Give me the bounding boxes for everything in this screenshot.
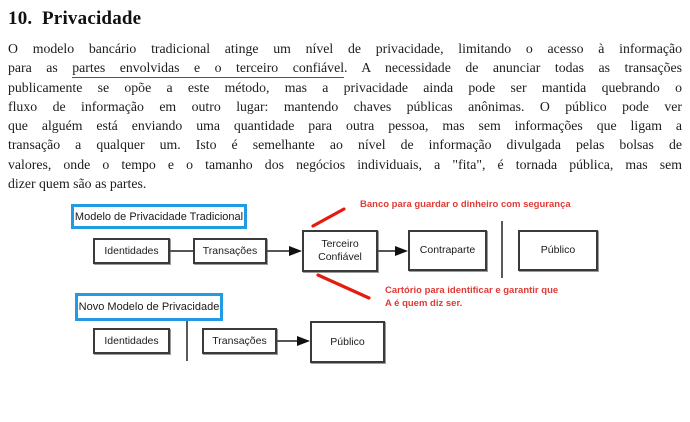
- paragraph-line: fluxo de informação em outro lugar: mantendo chaves públicas anônimas. O público pode ver: [8, 98, 682, 114]
- transactions-box-traditional: Transações: [193, 238, 267, 264]
- bank-annotation: Banco para guardar o dinheiro com segurança: [360, 199, 571, 210]
- paragraph-line: transação a qualquer um. Isto é semelhante ao nível de informação divulgada pelas bolsas de: [8, 137, 682, 153]
- section-title: [8, 8, 141, 30]
- identities-box-new: Identidades: [93, 328, 170, 354]
- paragraph-line: dizer quem são as partes.: [8, 176, 147, 192]
- paragraph-line: publicamente se opõe a este método, mas a privacidade ainda pode ser mantida quebrando o: [8, 79, 682, 95]
- public-box-traditional: Público: [518, 230, 598, 271]
- paragraph-text: para as: [8, 60, 73, 76]
- section-number: 10.: [8, 8, 33, 29]
- arrow-head-icon: [297, 336, 310, 346]
- red-underlined-phrase: partes envolvidas e o terceiro confiável: [72, 60, 344, 77]
- body-paragraph: [8, 39, 682, 193]
- trusted-third-party-box: [302, 230, 378, 272]
- arrow-head-icon: [289, 246, 302, 256]
- transactions-box-new: Transações: [202, 328, 277, 354]
- identities-box-traditional: Identidades: [93, 238, 170, 264]
- leader-line-top: [313, 209, 344, 226]
- arrow-head-icon: [395, 246, 408, 256]
- connector-line: [170, 250, 193, 252]
- divider-line: [501, 221, 503, 278]
- paragraph-text: . A necessidade de anunciar todas as transações: [344, 60, 682, 76]
- counterparty-box: Contraparte: [408, 230, 487, 271]
- new-model-label: Novo Modelo de Privacidade: [75, 293, 223, 321]
- notary-annotation-line2: A é quem diz ser.: [385, 297, 463, 309]
- paragraph-line: que alguém está enviando uma quantidade para outra pessoa, mas sem informações que ligam a: [8, 118, 682, 134]
- paragraph-line: O modelo bancário tradicional atinge um nível de privacidade, limitando o acesso à informação: [8, 41, 682, 56]
- paragraph-line: [8, 58, 682, 77]
- notary-annotation: [385, 285, 558, 310]
- paragraph-line: valores, onde o tempo e o tamanho dos negócios individuais, a "fita", é tornada pública, mas sem: [8, 156, 682, 172]
- leader-line-bottom: [318, 275, 369, 298]
- trusted-third-party-line2: Confiável: [318, 251, 362, 263]
- public-box-new: Público: [310, 321, 385, 363]
- arrow-line: [267, 250, 291, 252]
- notary-annotation-line1: Cartório para identificar e garantir que: [385, 285, 559, 296]
- trusted-third-party-line1: Terceiro: [321, 238, 359, 250]
- traditional-model-label: Modelo de Privacidade Tradicional: [71, 204, 247, 229]
- divider-line: [186, 321, 188, 361]
- arrow-line: [277, 340, 299, 342]
- trusted-third-party-label: [318, 238, 362, 264]
- section-title-text: Privacidade: [42, 8, 142, 29]
